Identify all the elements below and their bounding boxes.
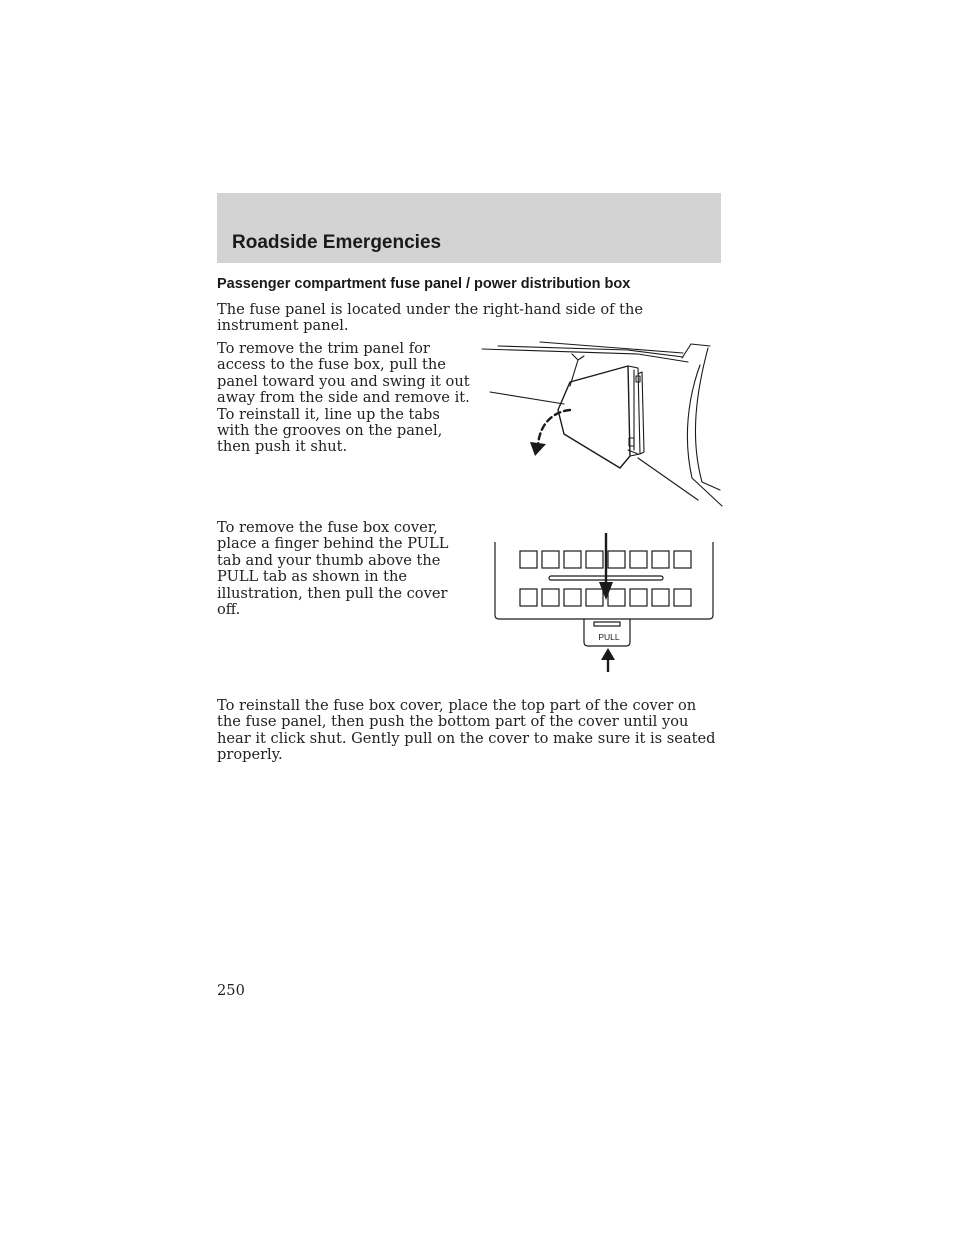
fuse-box-illustration bbox=[492, 528, 718, 676]
header-band bbox=[217, 193, 721, 263]
trim-panel-illustration bbox=[478, 338, 724, 508]
intro-paragraph: The fuse panel is located under the right-hand side of the instrument panel. bbox=[217, 301, 644, 335]
swing-arrowhead bbox=[530, 442, 546, 456]
fuse-cover-paragraph: To remove the fuse box cover, place a finger behind the PULL tab and your thumb above the PULL tab as shown in the illustration, then pull the cover off. bbox=[217, 519, 449, 619]
pull-tab-label: PULL bbox=[598, 632, 620, 642]
trim-panel-paragraph: To remove the trim panel for access to the fuse box, pull the panel toward you and swing it out away from the side and remove it. To reinstall it, line up the tabs with the grooves on the panel, then push it shut. bbox=[217, 340, 470, 456]
page-number: 250 bbox=[217, 982, 245, 999]
finger-arrow bbox=[601, 648, 615, 672]
thumb-arrow bbox=[599, 533, 613, 600]
chapter-title: Roadside Emergencies bbox=[232, 232, 442, 253]
reinstall-paragraph: To reinstall the fuse box cover, place the top part of the cover on the fuse panel, then push the bottom part of the cover until you hear it click shut. Gently pull on the cover to make sure it is seated properly. bbox=[217, 697, 716, 764]
section-heading: Passenger compartment fuse panel / power distribution box bbox=[217, 276, 631, 292]
